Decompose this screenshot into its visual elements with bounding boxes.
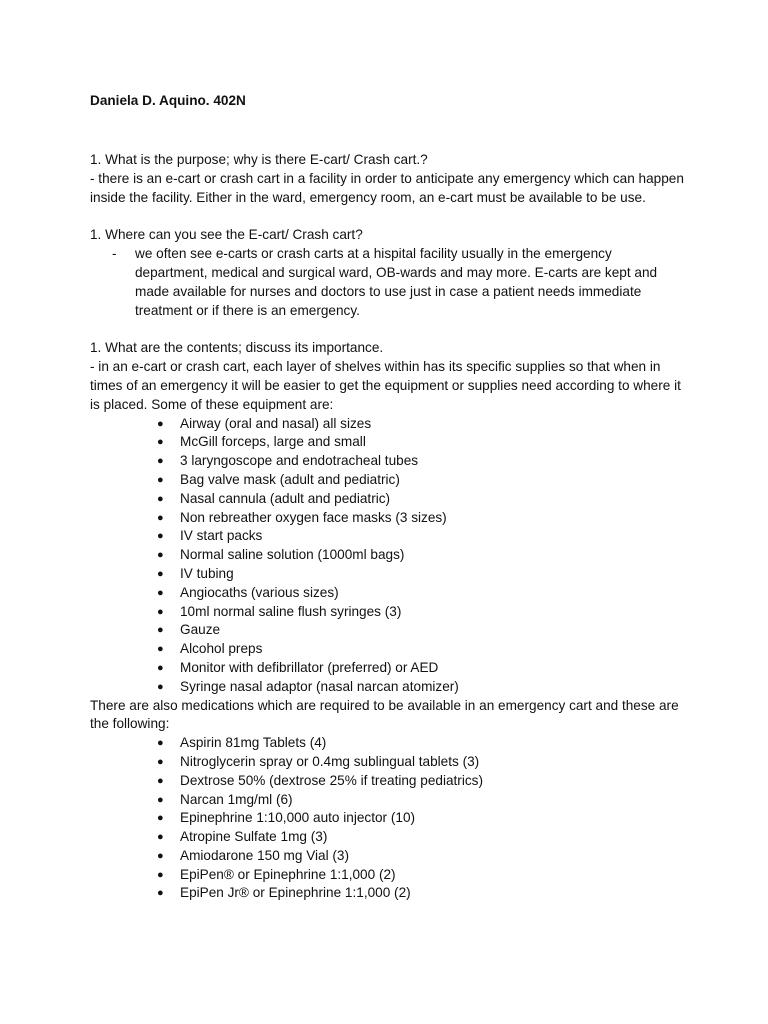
bullet-icon: ● [157, 887, 164, 900]
medication-item-text: EpiPen Jr® or Epinephrine 1:1,000 (2) [180, 885, 411, 901]
medication-item-text: Amiodarone 150 mg Vial (3) [180, 847, 350, 863]
equipment-item-text: Normal saline solution (1000ml bags) [180, 547, 405, 563]
medication-item-text: Dextrose 50% (dextrose 25% if treating pediatrics) [180, 772, 483, 788]
answer-1: - there is an e-cart or crash cart in a facility in order to anticipate any emergency which can happen inside the facility. Either in the ward, emergency room, an e-cart must be available to be use. [90, 170, 684, 205]
medication-item-text: Atropine Sulfate 1mg (3) [180, 829, 328, 845]
bullet-icon: ● [157, 455, 164, 468]
equipment-item [90, 471, 688, 490]
medication-item-text: Aspirin 81mg Tablets (4) [180, 735, 327, 751]
equipment-item-text: Angiocaths (various sizes) [180, 584, 339, 600]
question-3-section [90, 339, 688, 903]
medication-item [90, 753, 688, 772]
bullet-icon: ● [157, 661, 164, 674]
bullet-icon: ● [157, 774, 164, 787]
question-1: 1. What is the purpose; why is there E-cart/ Crash cart.? [90, 152, 428, 167]
equipment-item [90, 527, 688, 546]
bullet-icon: ● [157, 549, 164, 562]
equipment-item [90, 584, 688, 603]
equipment-item [90, 546, 688, 565]
equipment-item-text: IV tubing [180, 565, 234, 581]
medication-item [90, 884, 688, 903]
question-3: 1. What are the contents; discuss its importance. [90, 340, 384, 356]
equipment-item [90, 433, 688, 452]
question-2-section [90, 226, 688, 320]
bullet-icon: ● [157, 737, 164, 750]
bullet-icon: ● [157, 831, 164, 844]
equipment-item-text: Monitor with defibrillator (preferred) or AED [180, 659, 439, 675]
medication-item [90, 734, 688, 753]
equipment-item-text: Non rebreather oxygen face masks (3 sizes) [180, 509, 447, 525]
answer-2: we often see e-carts or crash carts at a hispital facility usually in the emergency department, medical and surgical ward, OB-wards and may more. E-carts are kept and made available for nurses and doctors to use just in case a patient needs immediate treatment or if there is an emergency. [135, 246, 658, 318]
equipment-item-text: Airway (oral and nasal) all sizes [180, 415, 372, 431]
equipment-item [90, 490, 688, 509]
medication-item [90, 847, 688, 866]
medication-item [90, 772, 688, 791]
bullet-icon: ● [157, 492, 164, 505]
bullet-icon: ● [157, 436, 164, 449]
equipment-item-text: Nasal cannula (adult and pediatric) [180, 490, 391, 506]
equipment-item [90, 659, 688, 678]
bullet-icon: ● [157, 605, 164, 618]
equipment-item-text: Alcohol preps [180, 641, 263, 657]
equipment-item-text: 3 laryngoscope and endotracheal tubes [180, 453, 419, 469]
equipment-item-text: IV start packs [180, 528, 263, 544]
medications-intro: There are also medications which are required to be available in an emergency cart and these are the following: [90, 697, 679, 732]
medication-item-text: Epinephrine 1:10,000 auto injector (10) [180, 810, 416, 826]
equipment-list [90, 415, 688, 697]
answer-3: - in an e-cart or crash cart, each layer of shelves within has its specific supplies so that when in times of an emergency it will be easier to get the equipment or supplies need according to where it is placed. Some of these equipment are: [90, 359, 681, 412]
medication-item-text: Narcan 1mg/ml (6) [180, 791, 293, 807]
medication-item [90, 791, 688, 810]
bullet-icon: ● [157, 868, 164, 881]
medication-item [90, 866, 688, 885]
bullet-icon: ● [157, 567, 164, 580]
medication-item [90, 809, 688, 828]
medication-item-text: EpiPen® or Epinephrine 1:1,000 (2) [180, 866, 396, 882]
equipment-item [90, 509, 688, 528]
bullet-icon: ● [157, 755, 164, 768]
bullet-icon: ● [157, 417, 164, 430]
bullet-icon: ● [157, 624, 164, 637]
dash-marker: - [112, 246, 117, 262]
bullet-icon: ● [157, 586, 164, 599]
bullet-icon: ● [157, 793, 164, 806]
bullet-icon: ● [157, 473, 164, 486]
equipment-item-text: Syringe nasal adaptor (nasal narcan atomizer) [180, 678, 459, 694]
author-line: Daniela D. Aquino. 402N [90, 93, 246, 108]
bullet-icon: ● [157, 511, 164, 524]
equipment-item [90, 640, 688, 659]
answer-2-list [90, 245, 688, 320]
question-1-section [90, 151, 688, 207]
equipment-item [90, 678, 688, 697]
bullet-icon: ● [157, 812, 164, 825]
equipment-item [90, 621, 688, 640]
equipment-item-text: Gauze [180, 622, 221, 638]
bullet-icon: ● [157, 680, 164, 693]
equipment-item-text: McGill forceps, large and small [180, 434, 366, 450]
equipment-item [90, 452, 688, 471]
equipment-item [90, 415, 688, 434]
bullet-icon: ● [157, 849, 164, 862]
medication-item-text: Nitroglycerin spray or 0.4mg sublingual tablets (3) [180, 753, 480, 769]
equipment-item-text: 10ml normal saline flush syringes (3) [180, 603, 402, 619]
equipment-item [90, 565, 688, 584]
bullet-icon: ● [157, 643, 164, 656]
equipment-item [90, 603, 688, 622]
bullet-icon: ● [157, 530, 164, 543]
medications-list [90, 734, 688, 903]
question-2: 1. Where can you see the E-cart/ Crash cart? [90, 227, 363, 243]
equipment-item-text: Bag valve mask (adult and pediatric) [180, 471, 400, 487]
answer-2-item [90, 245, 688, 320]
medication-item [90, 828, 688, 847]
